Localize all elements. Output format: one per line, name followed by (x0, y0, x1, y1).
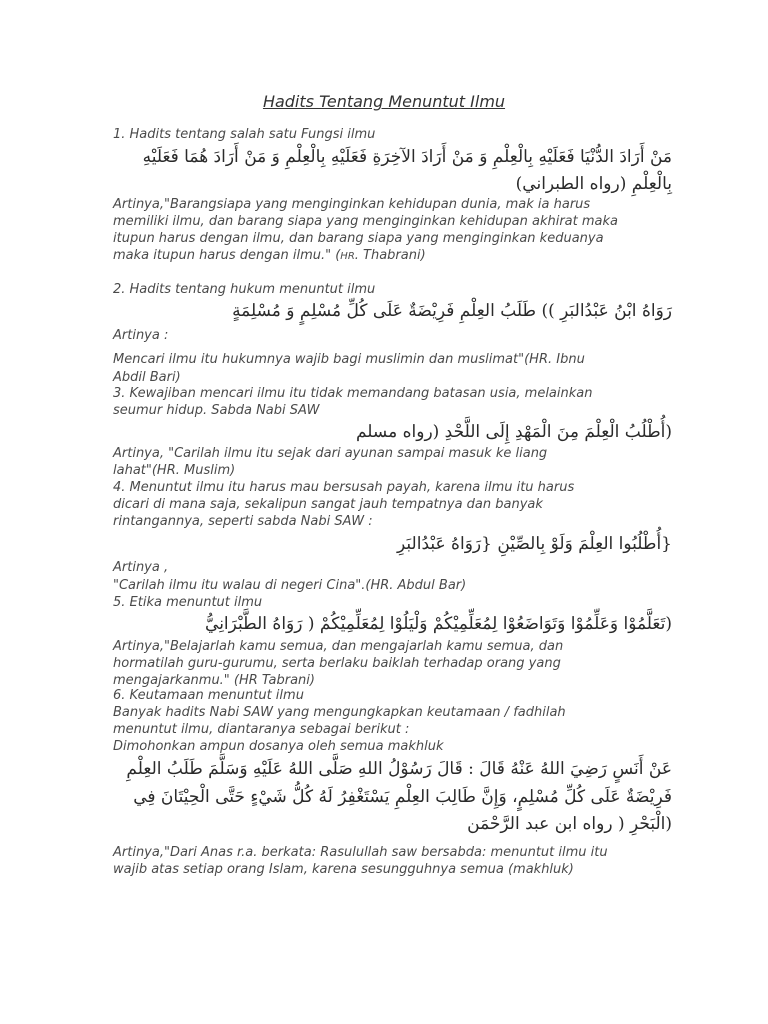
section-4-translation-line-1: "Carilah ilmu itu walau di negeri Cina".(HR. Abdul Bar) (113, 578, 467, 593)
section-2-heading: 2. Hadits tentang hukum menuntut ilmu (113, 282, 376, 297)
section-1-hr-abbrev: HR (340, 251, 355, 262)
section-5-heading: 5. Etika menuntut ilmu (113, 595, 263, 610)
section-5-arabic-line-1: (تَعَلَّمُوْا وَعَلِّمُوْا وَتَوَاضَعُوْا لِمُعَلِّمِيْكُمْ وَلْيَلُوْا لِمُعَلِّمِيْكُمْ ( رَوَاهُ الطَّبْرَانِيُّ (205, 614, 672, 634)
section-1-heading: 1. Hadits tentang salah satu Fungsi ilmu (113, 127, 376, 142)
section-6-paragraph-line-2: menuntut ilmu, diantaranya sebagai berikut : (113, 722, 410, 737)
section-4-heading-line-1: 4. Menuntut ilmu itu harus mau bersusah payah, karena ilmu itu harus (113, 480, 575, 495)
section-1-translation-line-2: memiliki ilmu, dan barang siapa yang menginginkan kehidupan akhirat maka (113, 214, 618, 229)
section-1-translation-line-4 (113, 248, 768, 265)
section-4-translation-label: Artinya , (113, 560, 169, 575)
section-6-translation-line-2: wajib atas setiap orang Islam, karena sesungguhnya semua (makhluk) (113, 862, 574, 877)
section-2-arabic-line-1: رَوَاهُ ابْنُ عَبْدُالبَرِ )) طَلَبُ العِلْمِ فَرِيْضَةٌ عَلَى كُلِّ مُسْلِمٍ وَ مُسْلِمَةٍ (232, 301, 672, 321)
section-3-heading-line-1: 3. Kewajiban mencari ilmu itu tidak memandang batasan usia, melainkan (113, 386, 593, 401)
section-5-translation-line-3: mengajarkanmu." (HR Tabrani) (113, 673, 315, 688)
section-1-arabic-line-2: بِالْعِلْمِ (رواه الطبراني) (515, 174, 672, 194)
section-1-translation-line-1: Artinya,"Barangsiapa yang menginginkan kehidupan dunia, mak ia harus (113, 197, 591, 212)
section-3-translation-line-2: lahat"(HR. Muslim) (113, 463, 236, 478)
section-6-arabic-line-2: فَرِيْضَةٌ عَلَى كُلِّ مُسْلِمٍ، وَإِنَّ طَالِبَ العِلْمِ يَسْتَغْفِرُ لَهُ كُلُّ شَيْءٍ حَتَّى الْحِيْتَانَ فِي (133, 787, 672, 807)
section-6-paragraph-line-3: Dimohonkan ampun dosanya oleh semua makhluk (113, 739, 444, 754)
section-6-arabic-line-1: عَنْ أَنَسٍ رَضِيَ اللهُ عَنْهُ قَالَ : قَالَ رَسُوْلُ اللهِ صَلَّى اللهُ عَلَيْهِ وَسَلَّمَ طَلَبُ العِلْمِ (126, 759, 672, 779)
section-1-arabic-line-1: مَنْ أَرَادَ الدُّنْيَا فَعَلَيْهِ بِالْعِلْمِ وَ مَنْ أَرَادَ الآخِرَةِ فَعَلَيْهِ بِالْعِلْمِ وَ مَنْ أَرَادَ هُمَا فَعَلَيْهِ (142, 147, 672, 167)
section-4-heading-line-3: rintangannya, seperti sabda Nabi SAW : (113, 514, 373, 529)
section-1-translation-text: maka itupun harus dengan ilmu." ( (113, 248, 341, 263)
section-2-translation-line-2: Abdil Bari) (113, 370, 181, 385)
section-3-arabic-line-1: (أُطْلُبُ الْعِلْمَ مِنَ الْمَهْدِ إِلَى اللَّحْدِ (رواه مسلم (355, 422, 672, 442)
section-1-translation-source: . Thabrani) (354, 248, 426, 263)
section-5-translation-line-1: Artinya,"Belajarlah kamu semua, dan mengajarlah kamu semua, dan (113, 639, 564, 654)
section-6-arabic-line-3: (الْبَحْرِ ( رواه ابن عبد الرَّحْمَن (467, 814, 672, 834)
section-4-heading-line-2: dicari di mana saja, sekalipun sangat jauh tempatnya dan banyak (113, 497, 543, 512)
section-3-translation-line-1: Artinya, "Carilah ilmu itu sejak dari ayunan sampai masuk ke liang (113, 446, 548, 461)
section-5-translation-line-2: hormatilah guru-gurumu, serta berlaku baiklah terhadap orang yang (113, 656, 561, 671)
section-4-arabic-line-1: {أُطْلُبُوا العِلْمَ وَلَوْ بِالصِّيْنِ {رَوَاهُ عَبْدُالبَرِ (397, 534, 672, 554)
section-6-translation-line-1: Artinya,"Dari Anas r.a. berkata: Rasulullah saw bersabda: menuntut ilmu itu (113, 845, 608, 860)
section-2-translation-line-1: Mencari ilmu itu hukumnya wajib bagi muslimin dan muslimat"(HR. Ibnu (113, 352, 585, 367)
section-6-heading: 6. Keutamaan menuntut ilmu (113, 688, 304, 703)
section-6-paragraph-line-1: Banyak hadits Nabi SAW yang mengungkapkan keutamaan / fadhilah (113, 705, 566, 720)
section-2-translation-label: Artinya : (113, 328, 169, 343)
section-1-translation-line-3: itupun harus dengan ilmu, dan barang siapa yang menginginkan keduanya (113, 231, 604, 246)
page-title: Hadits Tentang Menuntut Ilmu (262, 92, 506, 111)
section-3-heading-line-2: seumur hidup. Sabda Nabi SAW (113, 403, 320, 418)
